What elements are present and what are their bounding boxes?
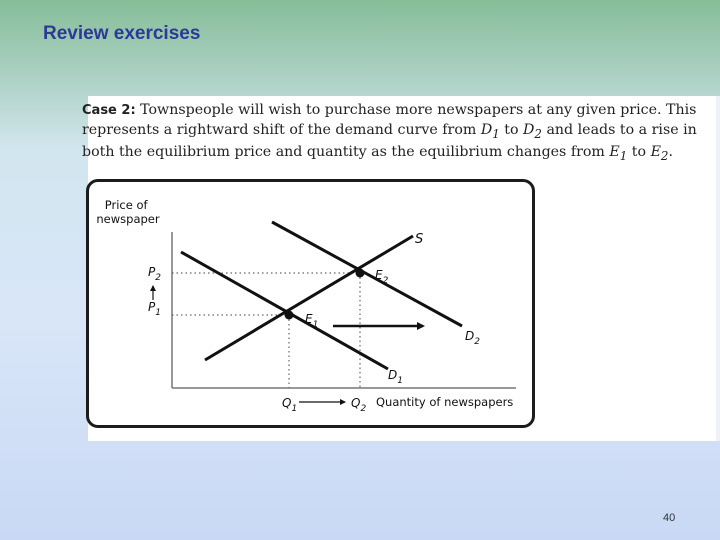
y-axis-label: Price of newspaper xyxy=(96,198,160,226)
e1-label: $E_1$ xyxy=(305,312,319,330)
demand1-label: $D_1$ xyxy=(388,368,403,386)
caption-e2: $E_2$ xyxy=(650,143,669,163)
caption-e1: $E_1$ xyxy=(609,143,628,163)
e2-label: $E_2$ xyxy=(375,268,389,286)
caption-text-4: to xyxy=(631,143,647,160)
q2-label: $Q_2$ xyxy=(351,396,367,414)
slide-title: Review exercises xyxy=(43,23,201,44)
equilibrium-point-e2 xyxy=(356,269,365,278)
p2-label: $P_2$ xyxy=(148,265,161,283)
q1-label: $Q_1$ xyxy=(282,396,298,414)
caption-d2: $D_2$ xyxy=(523,121,542,141)
demand2-label: $D_2$ xyxy=(465,329,480,347)
case-label: Case 2: xyxy=(82,103,136,118)
page-number: 40 xyxy=(663,512,676,524)
x-axis-label: Quantity of newspapers xyxy=(376,395,514,409)
supply-curve xyxy=(205,236,413,360)
caption-text-1: Townspeople will wish to purchase more newspapers at any given price. This represents a rightward shift of the demand curve from xyxy=(82,102,697,138)
caption-text-3: and leads to a rise in both the equilibrium price and quantity as the equilibrium changes from xyxy=(82,121,697,160)
caption-text-2: to xyxy=(504,121,519,138)
equilibrium-point-e1 xyxy=(285,311,294,320)
caption-text-5: . xyxy=(668,143,673,160)
supply-label: S xyxy=(415,232,424,247)
demand-curve-d2 xyxy=(272,222,462,326)
p1-label: $P_1$ xyxy=(148,300,161,318)
caption-d1: $D_1$ xyxy=(480,121,500,141)
